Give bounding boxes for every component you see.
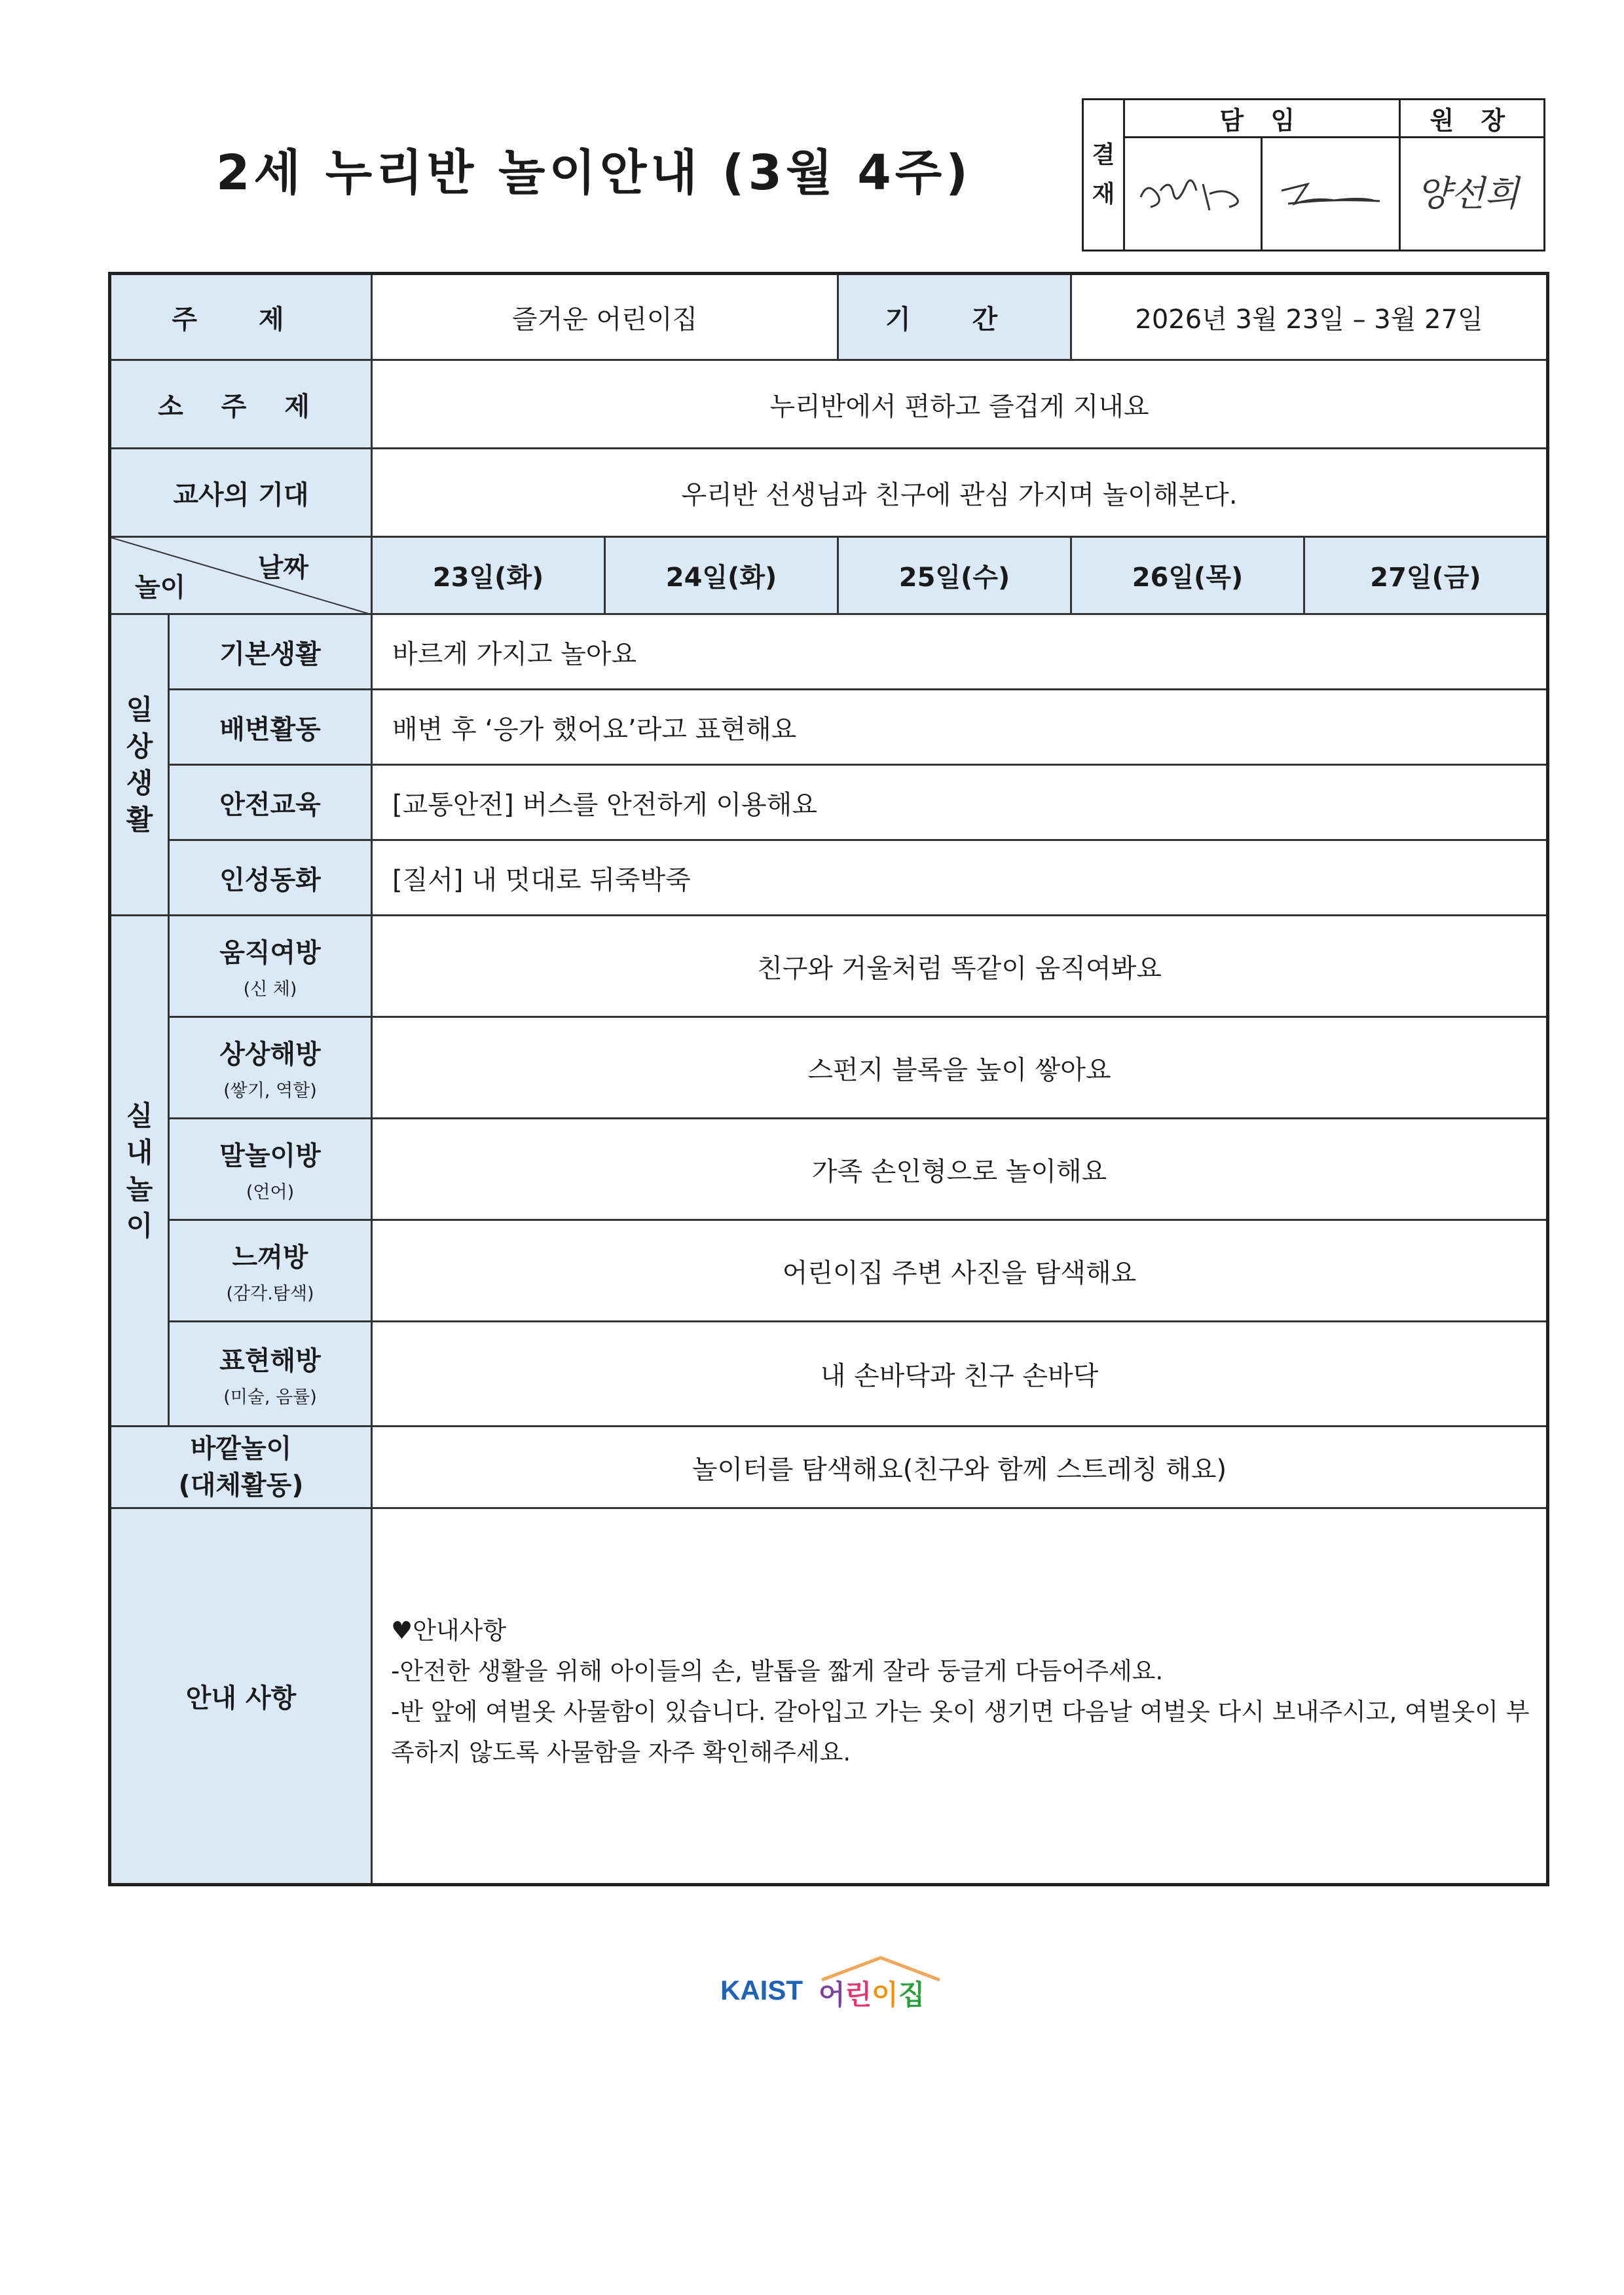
signature-mark-3 [1407, 161, 1538, 227]
signature-mark-2 [1268, 164, 1393, 223]
indoor-row-name [169, 1220, 372, 1322]
indoor-row-value: 내 손바닥과 친구 손바닥 [372, 1322, 1548, 1427]
date-corner-top: 날짜 [257, 553, 308, 583]
period-label: 기 간 [838, 274, 1071, 360]
daily-row-value: [교통안전] 버스를 안전하게 이용해요 [372, 765, 1548, 840]
day-header: 26일(목) [1071, 537, 1304, 614]
signature-mark-1 [1131, 164, 1255, 223]
logo-char: 집 [898, 1979, 925, 2011]
logo-name [819, 1973, 925, 2013]
logo-brand: KAIST [720, 1975, 803, 2006]
signature-director [1399, 138, 1544, 251]
outdoor-value: 놀이터를 탐색해요(친구와 함께 스트레칭 해요) [372, 1427, 1548, 1508]
indoor-room-name: 상상해방 [219, 1039, 321, 1070]
indoor-play-char: 내 [126, 1136, 153, 1168]
indoor-row-value: 스펀지 블록을 높이 쌓아요 [372, 1017, 1548, 1119]
indoor-row-value: 어린이집 주변 사진을 탐색해요 [372, 1220, 1548, 1322]
indoor-row-name [169, 1017, 372, 1119]
period-value: 2026년 3월 23일 – 3월 27일 [1071, 274, 1548, 360]
director-label: 원 장 [1399, 100, 1544, 138]
indoor-play-char: 실 [126, 1099, 153, 1132]
day-header: 27일(금) [1304, 537, 1548, 614]
daily-row-name: 안전교육 [169, 765, 372, 840]
indoor-room-sub: (신 체) [243, 979, 297, 999]
day-header: 25일(수) [838, 537, 1071, 614]
daily-life-char: 상 [126, 730, 153, 762]
indoor-play-char: 이 [126, 1209, 153, 1242]
indoor-room-sub: (미술, 음률) [223, 1387, 317, 1408]
notice-heading: ♥안내사항 [391, 1616, 507, 1645]
approval-side-label-1: 결 [1092, 141, 1115, 168]
indoor-row-name [169, 916, 372, 1017]
indoor-room-name: 표현해방 [219, 1345, 321, 1376]
date-corner-bottom: 놀이 [135, 572, 186, 603]
notice-line: -반 앞에 여벌옷 사물함이 있습니다. 갈아입고 가는 옷이 생기면 다음날 여벌옷 다시 보내주시고, 여벌옷이 부족하지 않도록 사물함을 자주 확인해주세요. [391, 1698, 1530, 1766]
subtheme-value: 누리반에서 편하고 즐겁게 지내요 [372, 360, 1548, 449]
subtheme-label: 소 주 제 [110, 360, 372, 449]
indoor-room-sub: (쌓기, 역할) [223, 1081, 317, 1101]
outdoor-label-line2: (대체활동) [178, 1470, 304, 1501]
daily-row-value: [질서] 내 멋대로 뒤죽박죽 [372, 840, 1548, 916]
expectation-value: 우리반 선생님과 친구에 관심 가지며 놀이해본다. [372, 449, 1548, 537]
indoor-row-name [169, 1322, 372, 1427]
daily-row-name: 기본생활 [169, 614, 372, 690]
outdoor-label-line1: 바깥놀이 [190, 1434, 292, 1464]
indoor-row-value: 친구와 거울처럼 똑같이 움직여봐요 [372, 916, 1548, 1017]
approval-side-label-2: 재 [1092, 181, 1115, 208]
page-title: 2세 누리반 놀이안내 (3월 4주) [216, 145, 972, 201]
daily-row-name: 배변활동 [169, 690, 372, 765]
theme-label: 주 제 [110, 274, 372, 360]
daily-life-char: 생 [126, 766, 153, 799]
daily-row-name: 인성동화 [169, 840, 372, 916]
kaist-daycare-logo [720, 1955, 930, 2014]
indoor-row-value: 가족 손인형으로 놀이해요 [372, 1119, 1548, 1220]
indoor-play-char: 놀 [126, 1172, 153, 1205]
logo-char: 린 [845, 1979, 872, 2011]
approval-side-label [1083, 100, 1124, 251]
svg-text:양선희: 양선희 [1416, 173, 1519, 214]
approval-box [1082, 98, 1545, 252]
indoor-room-sub: (감각.탐색) [226, 1284, 314, 1304]
indoor-row-name [169, 1119, 372, 1220]
daily-life-label [110, 614, 169, 916]
daily-row-value: 바르게 가지고 놀아요 [372, 614, 1548, 690]
homeroom-label: 담 임 [1124, 100, 1400, 138]
indoor-room-sub: (언어) [246, 1182, 295, 1203]
notice-line: -안전한 생활을 위해 아이들의 손, 발톱을 짧게 잘라 둥글게 다듬어주세요. [391, 1657, 1164, 1685]
theme-value: 즐거운 어린이집 [372, 274, 838, 360]
indoor-play-label [110, 916, 169, 1427]
outdoor-label [110, 1427, 372, 1508]
notice-content [372, 1508, 1548, 1885]
daily-row-value: 배변 후 ‘응가 했어요’라고 표현해요 [372, 690, 1548, 765]
daily-life-char: 일 [126, 693, 153, 726]
logo-char: 어 [819, 1979, 845, 2011]
day-header: 24일(화) [605, 537, 838, 614]
date-corner-cell [110, 537, 372, 614]
day-header: 23일(화) [372, 537, 605, 614]
signature-homeroom-2 [1262, 138, 1399, 251]
notice-label: 안내 사항 [110, 1508, 372, 1885]
expectation-label: 교사의 기대 [110, 449, 372, 537]
logo-char: 이 [872, 1979, 898, 2011]
signature-homeroom-1 [1124, 138, 1262, 251]
schedule-table [108, 272, 1549, 1886]
indoor-room-name: 느껴방 [232, 1242, 308, 1273]
indoor-room-name: 말놀이방 [219, 1141, 321, 1171]
indoor-room-name: 움직여방 [219, 938, 321, 968]
daily-life-char: 활 [126, 803, 153, 836]
